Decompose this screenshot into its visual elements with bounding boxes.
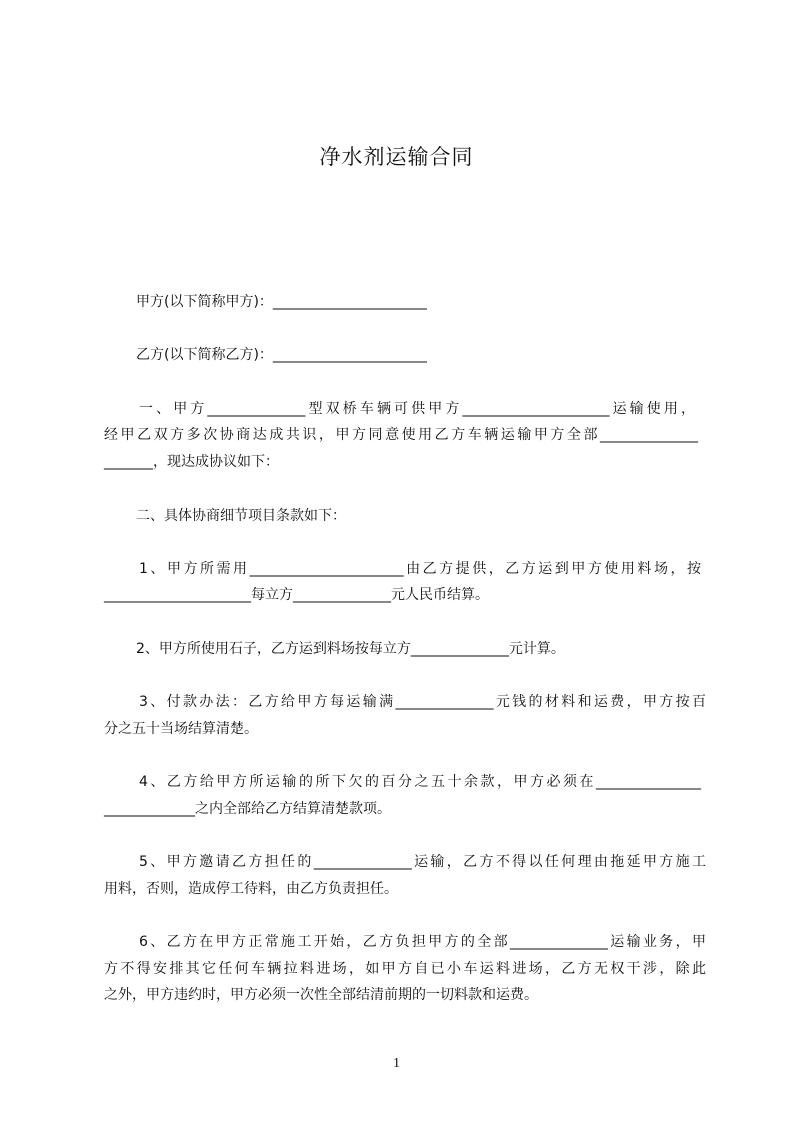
clause-1-line-2: 经甲乙双方多次协商达成共识，甲方同意使用乙方车辆运输甲方全部______________ bbox=[104, 427, 698, 443]
item-6-line-2: 方不得安排其它任何车辆拉料进场，如甲方自已小车运料进场，乙方无权干涉，除此 bbox=[104, 961, 706, 977]
item-2-line-1: 2、甲方所使用石子，乙方运到料场按每立方______________元计算。 bbox=[136, 641, 565, 657]
clause-2-heading: 二、具体协商细节项目条款如下： bbox=[136, 508, 346, 524]
page-number: 1 bbox=[393, 1056, 400, 1071]
item-3-line-1: 3、付款办法：乙方给甲方每运输满______________元钱的材料和运费，甲方按百 bbox=[139, 694, 706, 710]
party-b-line: 乙方(以下简称乙方)：______________________ bbox=[136, 347, 427, 363]
item-5-line-1: 5、甲方邀请乙方担任的______________运输，乙方不得以任何理由拖延甲方施工 bbox=[139, 854, 706, 870]
item-1-line-1: 1、甲方所需用______________________由乙方提供，乙方运到甲方使用料场，按 bbox=[139, 561, 701, 577]
item-6-line-3: 之外，甲方违约时，甲方必须一次性全部结清前期的一切料款和运费。 bbox=[104, 987, 538, 1003]
item-3-line-2: 分之五十当场结算清楚。 bbox=[104, 721, 258, 737]
item-1-line-2: _____________________每立方______________元人民币结算。 bbox=[104, 587, 489, 603]
item-6-line-1: 6、乙方在甲方正常施工开始，乙方负担甲方的全部______________运输业务，甲 bbox=[139, 934, 706, 950]
party-a-line: 甲方(以下简称甲方)：______________________ bbox=[136, 294, 427, 310]
document-title: 净水剂运输合同 bbox=[319, 145, 474, 169]
clause-1-line-1: 一、甲方______________型双桥车辆可供甲方_____________________运输使用， bbox=[139, 401, 695, 417]
item-4-line-1: 4、乙方给甲方所运输的所下欠的百分之五十余款，甲方必须在_______________ bbox=[139, 774, 701, 790]
item-5-line-2: 用料，否则，造成停工待料，由乙方负责担任。 bbox=[104, 881, 398, 897]
clause-1-line-3: _______，现达成协议如下： bbox=[104, 454, 279, 470]
item-4-line-2: _____________之内全部给乙方结算清楚款项。 bbox=[104, 801, 391, 817]
